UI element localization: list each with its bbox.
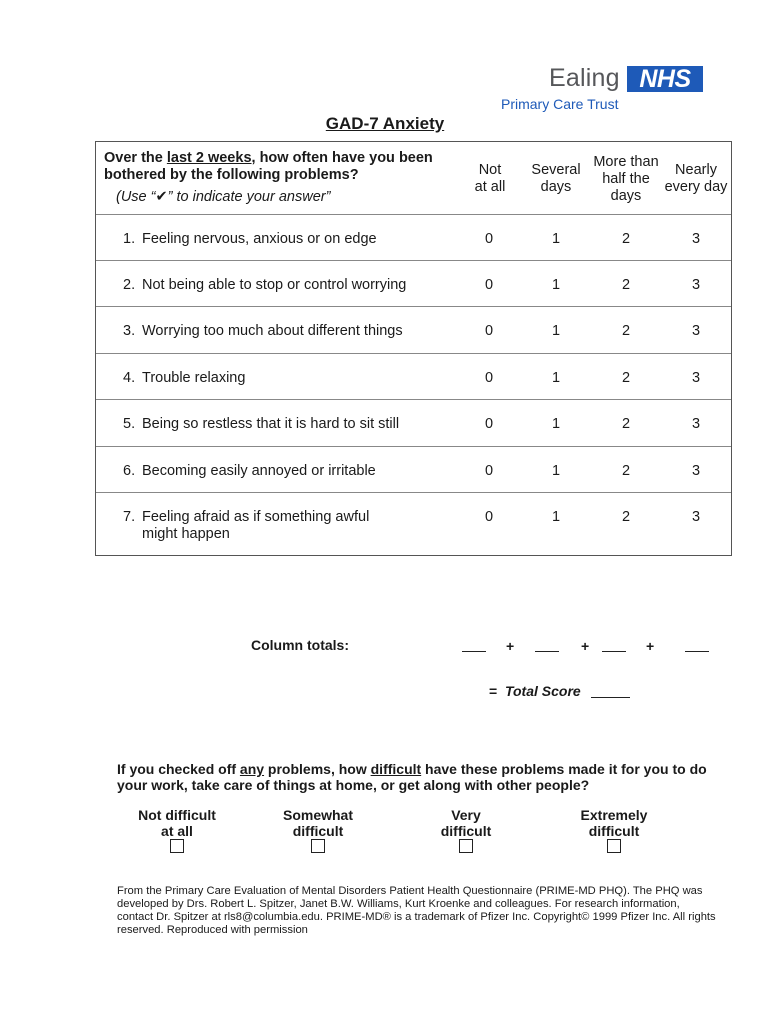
plus-sign: + <box>646 638 655 654</box>
score-option-3[interactable]: 3 <box>691 323 701 339</box>
question-text: Being so restless that it is hard to sit still <box>142 416 400 432</box>
page-title: GAD-7 Anxiety <box>325 114 445 133</box>
trust-name: Primary Care Trust <box>501 96 619 112</box>
score-option-0[interactable]: 0 <box>484 370 494 386</box>
question-row-7 <box>96 492 731 555</box>
option-somewhat-difficult-label: Somewhat difficult <box>282 807 353 839</box>
column-totals-label: Column totals: <box>251 637 349 653</box>
score-option-3[interactable]: 3 <box>691 416 701 432</box>
column-header-more-than-half: More than half the days <box>593 154 659 204</box>
score-option-0[interactable]: 0 <box>484 509 494 525</box>
option-not-difficult-label: Not difficult at all <box>138 807 216 839</box>
plus-sign: + <box>506 638 515 654</box>
score-option-1[interactable]: 1 <box>551 231 561 247</box>
question-number: 2. <box>123 277 136 293</box>
score-option-0[interactable]: 0 <box>484 231 494 247</box>
question-number: 7. <box>123 509 136 525</box>
option-very-difficult-label: Very difficult <box>440 807 492 839</box>
score-option-0[interactable]: 0 <box>484 277 494 293</box>
question-row-2 <box>96 260 731 307</box>
question-text: Worrying too much about different things <box>142 323 403 339</box>
question-text: Trouble relaxing <box>142 370 246 386</box>
score-option-3[interactable]: 3 <box>691 463 701 479</box>
question-row-6 <box>96 446 731 493</box>
header-question: Over the last 2 weeks, how often have you been bothered by the following problems? <box>104 150 433 183</box>
score-option-2[interactable]: 2 <box>621 370 631 386</box>
score-option-1[interactable]: 1 <box>551 509 561 525</box>
option-not-difficult-checkbox[interactable] <box>170 839 184 853</box>
question-number: 1. <box>123 231 136 247</box>
score-option-2[interactable]: 2 <box>621 277 631 293</box>
questionnaire-table <box>95 141 732 556</box>
score-option-0[interactable]: 0 <box>484 463 494 479</box>
score-option-3[interactable]: 3 <box>691 509 701 525</box>
option-extremely-difficult-checkbox[interactable] <box>607 839 621 853</box>
question-text: Feeling nervous, anxious or on edge <box>142 231 377 247</box>
score-option-1[interactable]: 1 <box>551 416 561 432</box>
option-very-difficult-checkbox[interactable] <box>459 839 473 853</box>
total-blank-several-days[interactable] <box>535 651 559 652</box>
question-number: 4. <box>123 370 136 386</box>
column-header-nearly-every-day: Nearly every day <box>664 162 728 195</box>
score-option-0[interactable]: 0 <box>484 416 494 432</box>
score-option-2[interactable]: 2 <box>621 231 631 247</box>
score-option-2[interactable]: 2 <box>621 463 631 479</box>
question-number: 3. <box>123 323 136 339</box>
total-blank-nearly-every-day[interactable] <box>685 651 709 652</box>
question-row-5 <box>96 399 731 446</box>
score-option-3[interactable]: 3 <box>691 370 701 386</box>
question-number: 5. <box>123 416 136 432</box>
option-extremely-difficult-label: Extremely difficult <box>580 807 648 839</box>
question-text: Becoming easily annoyed or irritable <box>142 463 376 479</box>
score-option-2[interactable]: 2 <box>621 509 631 525</box>
option-somewhat-difficult-checkbox[interactable] <box>311 839 325 853</box>
question-text: Feeling afraid as if something awful might happen <box>142 509 370 542</box>
score-option-1[interactable]: 1 <box>551 463 561 479</box>
score-option-1[interactable]: 1 <box>551 277 561 293</box>
column-header-not-at-all: Not at all <box>474 162 506 195</box>
column-header-several-days: Several days <box>531 162 581 195</box>
use-hint: (Use “✔” to indicate your answer” <box>116 189 331 205</box>
ealing-logo-text: Ealing <box>549 64 620 92</box>
footer-citation: From the Primary Care Evaluation of Mental Disorders Patient Health Questionnaire (PRIME-MD PHQ). The PHQ was developed by Drs. Robert L. Spitzer, Janet B.W. Williams, Kurt Kroenke and colleagues. For research information, contact Dr. Spitzer at rls8@columbia.edu. PRIME-MD® is a trademark of Pfizer Inc. Copyright© 1999 Pfizer Inc. All rights reserved. Reproduced with permission <box>117 885 716 936</box>
score-option-0[interactable]: 0 <box>484 323 494 339</box>
plus-sign: + <box>581 638 590 654</box>
score-option-1[interactable]: 1 <box>551 370 561 386</box>
question-number: 6. <box>123 463 136 479</box>
total-score-label: = Total Score <box>489 683 581 699</box>
question-row-1 <box>96 214 731 261</box>
total-blank-not-at-all[interactable] <box>462 651 486 652</box>
question-row-4 <box>96 353 731 400</box>
question-text: Not being able to stop or control worrying <box>142 277 407 293</box>
difficulty-question: If you checked off any problems, how difficult have these problems made it for you to do your work, take care of things at home, or get along with other people? <box>117 761 707 793</box>
nhs-logo-badge: NHS <box>627 66 703 92</box>
score-option-3[interactable]: 3 <box>691 277 701 293</box>
score-option-3[interactable]: 3 <box>691 231 701 247</box>
question-row-3 <box>96 306 731 353</box>
score-option-1[interactable]: 1 <box>551 323 561 339</box>
total-blank-more-than-half[interactable] <box>602 651 626 652</box>
score-option-2[interactable]: 2 <box>621 416 631 432</box>
total-score-blank[interactable] <box>591 697 630 698</box>
score-option-2[interactable]: 2 <box>621 323 631 339</box>
